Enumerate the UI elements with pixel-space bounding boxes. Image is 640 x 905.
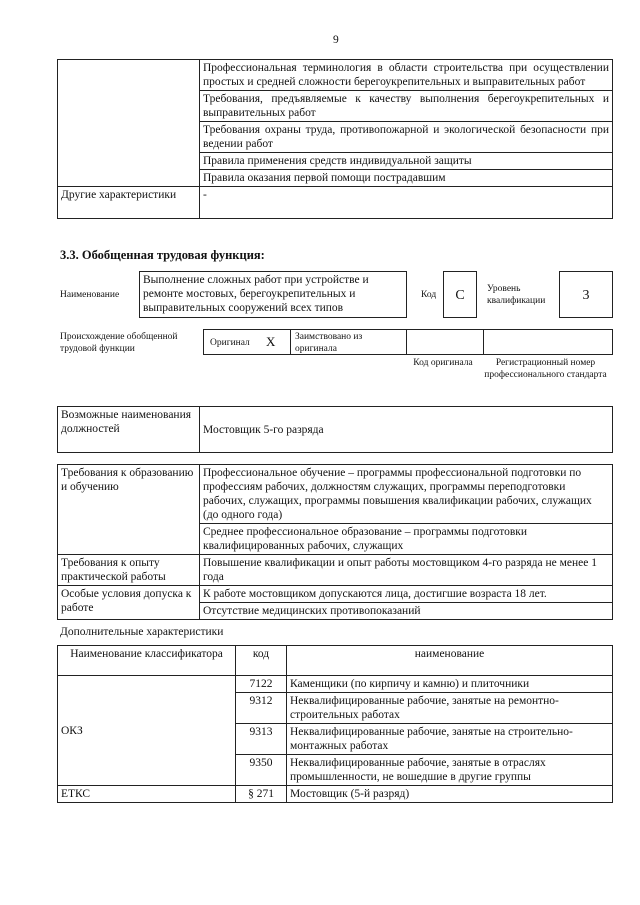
okz-code: 9350 (236, 755, 287, 786)
name-label: Наименование (60, 290, 120, 300)
additional-heading: Дополнительные характеристики (60, 626, 224, 638)
okz-code: 7122 (236, 676, 287, 693)
classifier-table (57, 645, 613, 803)
experience-value: Повышение квалификации и опыт работы мостовщиком 4-го разряда не менее 1 года (200, 555, 613, 586)
code-value: С (443, 271, 477, 318)
level-value: 3 (559, 271, 613, 318)
page-number: 9 (333, 34, 339, 46)
name-value: Выполнение сложных работ при устройстве и ремонте мостовых, берегоукрепительных и выправительных сооружений всех типов (139, 271, 407, 318)
okz-name: Каменщики (по кирпичу и камню) и плиточники (287, 676, 613, 693)
okz-name: Неквалифицированные рабочие, занятые на строительно-монтажных работах (287, 724, 613, 755)
positions-table (57, 406, 613, 453)
original-label: Оригинал (210, 338, 250, 348)
knowledge-item: Правила оказания первой помощи пострадавшим (200, 170, 613, 187)
origin-code-caption: Код оригинала (413, 358, 473, 368)
reg-number-caption: Регистрационный номер профессионального стандарта (484, 358, 607, 380)
header-name: наименование (287, 646, 613, 676)
requirements-table (57, 464, 613, 620)
special-conditions-value: К работе мостовщиком допускаются лица, достигшие возраста 18 лет. (200, 586, 613, 603)
divider (406, 330, 407, 354)
borrowed-label: Заимствовано из оригинала (295, 332, 363, 354)
divider (483, 330, 484, 354)
okz-code: 9313 (236, 724, 287, 755)
education-label: Требования к образованию и обучению (58, 465, 200, 555)
experience-label: Требования к опыту практической работы (58, 555, 200, 586)
header-classifier: Наименование классификатора (58, 646, 236, 676)
okz-code: 9312 (236, 693, 287, 724)
special-conditions-value: Отсутствие медицинских противопоказаний (200, 603, 613, 620)
okz-name: Неквалифицированные рабочие, занятые на ремонтно-строительных работах (287, 693, 613, 724)
knowledge-table (57, 59, 613, 219)
positions-value: Мостовщик 5-го разряда (200, 407, 613, 453)
other-characteristics-label: Другие характеристики (58, 187, 200, 219)
etks-name: Мостовщик (5-й разряд) (287, 786, 613, 803)
origin-row (203, 329, 613, 355)
education-value: Профессиональное обучение – программы профессиональной подготовки по профессиям рабочих, должностям служащих, программы переподготовки рабочих, служащих, программы повышения квалификации рабочих, служащих (до одного года) (200, 465, 613, 524)
okz-name: Неквалифицированные рабочие, занятые в отраслях промышленности, не вошедшие в другие группы (287, 755, 613, 786)
original-mark: X (266, 334, 276, 349)
divider (290, 330, 291, 354)
empty-label-cell (58, 60, 200, 187)
origin-label: Происхождение обобщенной трудовой функции (60, 332, 178, 354)
special-conditions-label: Особые условия допуска к работе (58, 586, 200, 620)
knowledge-item: Требования охраны труда, противопожарной и экологической безопасности при ведении работ (200, 122, 613, 153)
header-code: код (236, 646, 287, 676)
etks-code: § 271 (236, 786, 287, 803)
knowledge-item: Профессиональная терминология в области строительства при осуществлении простых и средней сложности берегоукрепительных и выправительных работ (200, 60, 613, 91)
code-label: Код (421, 290, 437, 300)
knowledge-item: Требования, предъявляемые к качеству выполнения берегоукрепительных и выправительных работ (200, 91, 613, 122)
positions-label: Возможные наименования должностей (58, 407, 200, 453)
etks-label: ЕТКС (58, 786, 236, 803)
other-characteristics-value: - (200, 187, 613, 219)
knowledge-item: Правила применения средств индивидуальной защиты (200, 153, 613, 170)
section-heading: 3.3. Обобщенная трудовая функция: (60, 248, 265, 262)
education-value: Среднее профессиональное образование – программы подготовки квалифицированных рабочих, служащих (200, 524, 613, 555)
level-label: Уровень квалификации (487, 284, 546, 306)
okz-label: ОКЗ (58, 676, 236, 786)
